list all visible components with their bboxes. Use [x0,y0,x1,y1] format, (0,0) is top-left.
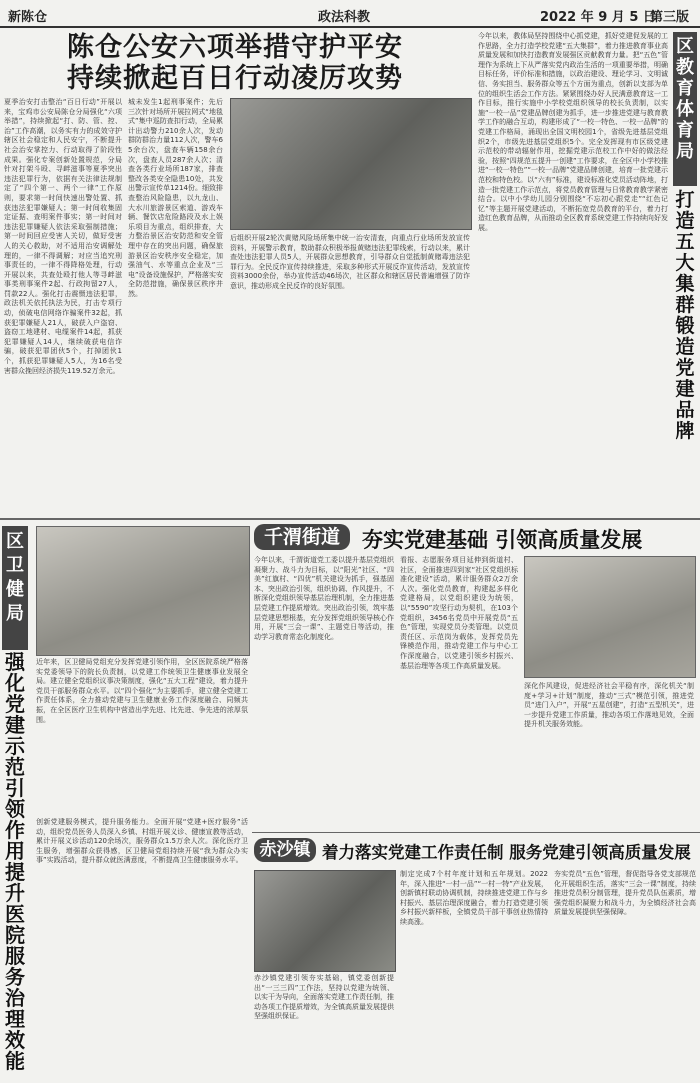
lead-title-line1: 陈仓公安六项举措守护平安 [67,32,403,63]
lead-column-2: 城未发生1起刑事案件；先后三次针对场所开展拉网式“地毯式”集中巡防查扣行动，全局累计出动警力210余人次，发动群防群治力量112人次，警车65余台次，盘查车辆158余台次，盘查人员287余人次；清查各类行业场所187家，排查整改各类安全隐患10处，共发出警示宣传单1214份。细致排查整治风险隐患，以九龙山、大水川旅游景区索道、游戏车辆、餐饮店危险路段及水上娱乐项目为重点，组织排查，大力整治景区治安防范和安全管理中存在的突出问题，确保旅游景区治安秩序安全稳定，加强油气、水等重点企业及“三电”设备设施保护，严格落实安全防范措施，确保景区秩序井然。 [128,98,223,298]
chisha-tag: 赤沙镇 [254,838,316,862]
district-column-1: 近年来，区卫健局党组充分发挥党建引领作用，全区医院系统严格落实党委领导下的院长负责制，以党建工作统领卫生健康事业发展全局。建立健全党组织议事决策制度，强化“五大工程”建设，着力提升党员干部服务群众水平。以“四个强化”为主要抓手，建立健全党建工作责任体系，全力推动党建与卫生健康业务工作深度融合、同频共振，在全区医疗卫生机构中营造出学先进、比先进、争先进的浓厚氛围。 [36,658,248,724]
education-article-text: 今年以来，教体局坚持围绕中心抓党建，抓好党建促发展的工作思路，全力打造学校党建“五大集群”，着力推进教育事业高质量发展和加快打造教育发展强区贡献教育力量。把“五色”管理作为系统上下从严落实党内政治生活的一项重要举措，明确目标任务，评价标准和措施，以政治建设、理论学习、文明诚信、务实担当、服务群众等五个方面为重点，创新以支部为单位的组织生活会工作方法。紧紧围绕办好人民满意教育这一工作目标，推行实施中小学校党组织领导的校长负责制，以实施“一校一品”党建品牌创建为抓手，进一步推进党建与教育教学工作的融合互动，构建形成了“一校一特色、一校一品牌”的党建工作格局，涌现出全国文明校园1个，省级先进基层党组织2个，市级先进基层党组织5个。完全发挥现有市区级党建示范校的带动辐射作用，挖掘党建示范校工作中好的做法经验，按照“四规范五提升一创建”工作要求，在全区中小学校推进“一校一特色”“一校一品牌”党建品牌创建，培育一批党建示范校和特色校。以“六有”标准，建设标准化党员活动阵地，打造一批党建工作示范点，将党员教育管理与日常教育教学紧密结合。以中小学幼儿园分别围绕“不忘初心跟党走”“红色记忆”等主题开展党建活动，不断拓宽党员教育的平台，着力打造红色教育品牌，从而推动全区教育系统党建工作持续向好发展。 [478,32,668,232]
district-column-2: 创新党建服务模式，提升服务能力。全面开展“党建+医疗服务”活动，组织党员医务人员深入乡镇、村组开展义诊、健康宣教等活动，累计开展义诊活动120余场次，服务群众1.5万余人次。深化医疗卫生服务，增强群众获得感，区卫健局党组持续开展“我为群众办实事”实践活动，提升群众就医满意度，不断提高卫生健康服务水平。 [36,818,248,865]
page-number: 第三版 [650,10,690,25]
chisha-column-3: 夯实党员“五色”管理，督促指导各党支部规范化开展组织生活，落实“三会一课”制度，持续推进党员积分制管理，提升党员队伍素质，增强党组织凝聚力和战斗力，为全镇经济社会高质量发展提供坚强保障。 [554,870,696,917]
lead-column-1: 夏季治安打击整治“百日行动”开展以来，宝鸡市公安局陈仓分局强化“六项举措”，持续掀起“打、防、管、控、治”工作高潮，以务实有力的成效守护辖区社会稳定和人民安宁，不断提升社会治安掌控力、行动取得了阶段性成果。强化专案创新处置规范，分局针对打架斗殴、寻衅滋事等夏季突出违法犯罪行为，依据有关法律法规制定了“四个第一、两个一律”工作原则，要求第一时间快速出警处置、抓获违法犯罪嫌疑人；第一时间收集固定证据、查明案件事实；第一时间对违法犯罪嫌疑人依法采取强制措施；第一时间回应受害人关切，做好受害人的关心救助，对不适用治安调解处理的，一律不得调解；对应当追究刑事责任的，一律不得降格处理，行动开展以来，共查处殴打他人等寻衅滋事类刑事案件2起、行政拘留27人，罚款22人。强化打击震慑违法犯罪，政法机关依托执法为民，打击专项行动，侦破电信网络诈骗案件32起，抓获犯罪嫌疑人21人，破获入户盗窃、盗窃工地建材、电缆案件14起，抓获犯罪嫌疑人14人，继续破获电信诈骗，破获犯罪团伙5个，打掉团伙1个，抓获犯罪嫌疑人5人，为16名受害群众挽回经济损失119.52万余元。 [4,98,122,375]
district-tag [2,526,28,650]
qianwei-column-2: 看报、志愿服务项目延伸到街道村、社区，全面推进四到家“社区党组织标准化建设”活动，累计服务群众2万余人次。强化党员教育，构建起多样化党建格局，以党组织建设为统领，以“5590”攻坚行动为契机，在103个党组织，3456名党员中开展党员“五色”管理，实现党员分类管理。以党员责任区、示范岗为载体，发挥党员先锋模范作用，推动党建工作与中心工作深度融合，以党建引领乡村振兴、基层治理等各项工作高质量发展。 [400,556,518,670]
qianwei-title: 夯实党建基础 引领高质量发展 [362,527,643,552]
education-tag-text: 区教育体育局 [676,36,694,162]
district-tag-text: 区卫健局 [6,531,24,624]
chisha-photo [254,870,396,972]
chisha-title: 着力落实党建工作责任制 服务党建引领高质量发展 [322,843,691,862]
paper-name: 新陈仓 [8,10,48,25]
qianwei-column-3: 深化作风建设，促进经济社会平稳有序，深化机关“制度+学习+计划”制度，推动“三式”模范引领，推进党员“进门入户”，开展“五星创建”，打造“五型机关”，进一步提升党建工作质量，推动各项工作落地见效，全面提升机关服务效能。 [524,682,694,729]
qianwei-tag: 千渭街道 [254,524,350,550]
section-divider [0,518,700,520]
chisha-divider [252,832,700,833]
chisha-column-2: 制定完成7个村年度计划和五年规划。2022年，深入推进“一村一品”“一村一特”产业发展，创新镇村联动协调机制，持续推进党建工作与乡村振兴、基层治理深度融合，着力打造党建引领乡村振兴新样板，全镇党员干部干事创业热情持续高涨。 [400,870,548,926]
page-header [0,0,700,28]
lead-column-3: 后组织开展2轮次黄赌风险场所集中统一治安清查，向重点行业场所发放宣传资料，开展警示教育，数助群众积极举报黄赌违法犯罪线索，行动以来，累计查处违法犯罪人员5人，开展群众思想教育，引导群众自觉抵制黄赌毒违法犯罪行为。全民反诈宣传持续推进，采取多种形式开展反诈宣传活动，发放宣传资料3000余份，举办宣传活动46场次，社区群众和辖区居民普遍增强了防诈意识，推动形成全民反诈的良好氛围。 [230,234,470,290]
lead-title-line2: 持续掀起百日行动凌厉攻势 [67,63,403,94]
issue-date: 2022 年 9 月 5 日 [540,10,656,25]
education-tag [673,32,697,186]
qianwei-column-1: 今年以来，千渭街道党工委以提升基层党组织凝聚力、战斗力为目标，以“阳光”社区、“四美”红旗村、“四优”机关建设为抓手，强基固本、突出政治引领，组织协调、作风提升，不断深化党组织领导基层治理机制，全力推进基层党建工作提质增效。突出政治引领，筑牢基层党建思想根基，充分发挥党组织领导核心作用，开展“三会一课”、主题党日等活动，推动学习教育常态化制度化。 [254,556,394,641]
district-photo [36,526,250,656]
chisha-column-1: 赤沙镇党建引领夯实基础，镇党委创新提出“一三三四”工作法，坚持以党建为统领、以实干为导向，全面落实党建工作责任制，推动各项工作提质增效，为全镇高质量发展提供坚强组织保证。 [254,974,394,1021]
lead-headline [0,32,470,94]
section-name: 政法科教 [318,10,371,25]
district-title: 强化党建示范引领作用 提升医院服务治理效能 [5,650,25,1073]
education-title: 打造五大集群 锻造党建品牌 [675,189,695,442]
qianwei-photo [524,556,696,678]
lead-photo [230,98,472,230]
